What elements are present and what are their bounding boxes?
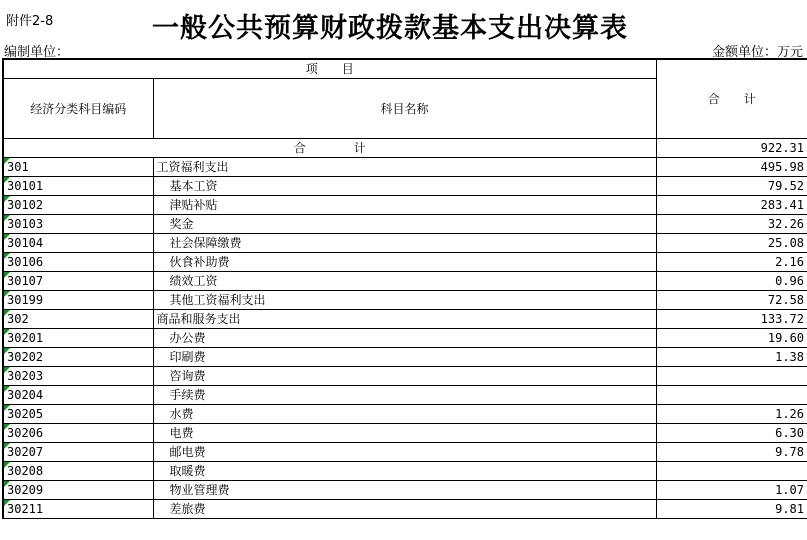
row-name: 津贴补贴	[153, 195, 656, 214]
row-amount: 1.07	[656, 480, 807, 499]
row-amount	[656, 461, 807, 480]
row-name: 商品和服务支出	[153, 309, 656, 328]
table-row	[3, 195, 807, 214]
row-code: 30107	[3, 271, 153, 290]
row-amount: 9.81	[656, 499, 807, 518]
header-item-group: 项 目	[3, 59, 656, 78]
row-code: 30201	[3, 328, 153, 347]
table-row	[3, 233, 807, 252]
row-amount: 79.52	[656, 176, 807, 195]
row-code: 301	[3, 157, 153, 176]
table-row	[3, 404, 807, 423]
row-code: 30104	[3, 233, 153, 252]
row-name: 伙食补助费	[153, 252, 656, 271]
total-label: 合 计	[3, 138, 656, 157]
table-row	[3, 214, 807, 233]
row-amount: 1.26	[656, 404, 807, 423]
row-code: 30204	[3, 385, 153, 404]
row-code: 30101	[3, 176, 153, 195]
row-amount: 32.26	[656, 214, 807, 233]
row-amount: 495.98	[656, 157, 807, 176]
row-name: 咨询费	[153, 366, 656, 385]
row-code: 30206	[3, 423, 153, 442]
header-code: 经济分类科目编码	[3, 78, 153, 138]
row-name: 办公费	[153, 328, 656, 347]
row-amount: 19.60	[656, 328, 807, 347]
compiling-unit-label: 编制单位：	[4, 45, 70, 60]
row-code: 30202	[3, 347, 153, 366]
row-name: 基本工资	[153, 176, 656, 195]
row-code: 30102	[3, 195, 153, 214]
row-code: 30207	[3, 442, 153, 461]
header-total: 合 计	[656, 59, 807, 138]
row-name: 差旅费	[153, 499, 656, 518]
row-name: 社会保障缴费	[153, 233, 656, 252]
row-name: 水费	[153, 404, 656, 423]
table-row	[3, 157, 807, 176]
total-value: 922.31	[656, 138, 807, 157]
expenditure-table	[2, 58, 807, 519]
table-row	[3, 385, 807, 404]
row-name: 其他工资福利支出	[153, 290, 656, 309]
attachment-label: 附件2-8	[6, 14, 54, 29]
table-row	[3, 252, 807, 271]
row-code: 302	[3, 309, 153, 328]
table-row	[3, 499, 807, 518]
row-amount: 6.30	[656, 423, 807, 442]
row-name: 邮电费	[153, 442, 656, 461]
row-amount: 72.58	[656, 290, 807, 309]
row-name: 工资福利支出	[153, 157, 656, 176]
row-name: 手续费	[153, 385, 656, 404]
table-row	[3, 347, 807, 366]
table-row	[3, 461, 807, 480]
row-amount	[656, 385, 807, 404]
row-code: 30211	[3, 499, 153, 518]
table-row	[3, 290, 807, 309]
table-row	[3, 328, 807, 347]
row-name: 奖金	[153, 214, 656, 233]
row-code: 30106	[3, 252, 153, 271]
row-amount: 1.38	[656, 347, 807, 366]
row-amount: 9.78	[656, 442, 807, 461]
row-amount: 0.96	[656, 271, 807, 290]
table-row	[3, 442, 807, 461]
table-row	[3, 271, 807, 290]
table-row	[3, 480, 807, 499]
row-code: 30199	[3, 290, 153, 309]
row-amount: 283.41	[656, 195, 807, 214]
amount-unit-label: 金额单位：万元	[711, 45, 803, 60]
row-amount: 25.08	[656, 233, 807, 252]
row-code: 30208	[3, 461, 153, 480]
table-row	[3, 423, 807, 442]
table-row	[3, 366, 807, 385]
row-name: 物业管理费	[153, 480, 656, 499]
header-name: 科目名称	[153, 78, 656, 138]
row-name: 绩效工资	[153, 271, 656, 290]
row-amount: 2.16	[656, 252, 807, 271]
page-title: 一般公共预算财政拨款基本支出决算表	[152, 13, 628, 44]
row-amount	[656, 366, 807, 385]
row-code: 30205	[3, 404, 153, 423]
row-name: 取暖费	[153, 461, 656, 480]
table-row	[3, 176, 807, 195]
row-name: 电费	[153, 423, 656, 442]
table-row	[3, 309, 807, 328]
row-code: 30203	[3, 366, 153, 385]
row-amount: 133.72	[656, 309, 807, 328]
row-code: 30209	[3, 480, 153, 499]
row-code: 30103	[3, 214, 153, 233]
row-name: 印刷费	[153, 347, 656, 366]
